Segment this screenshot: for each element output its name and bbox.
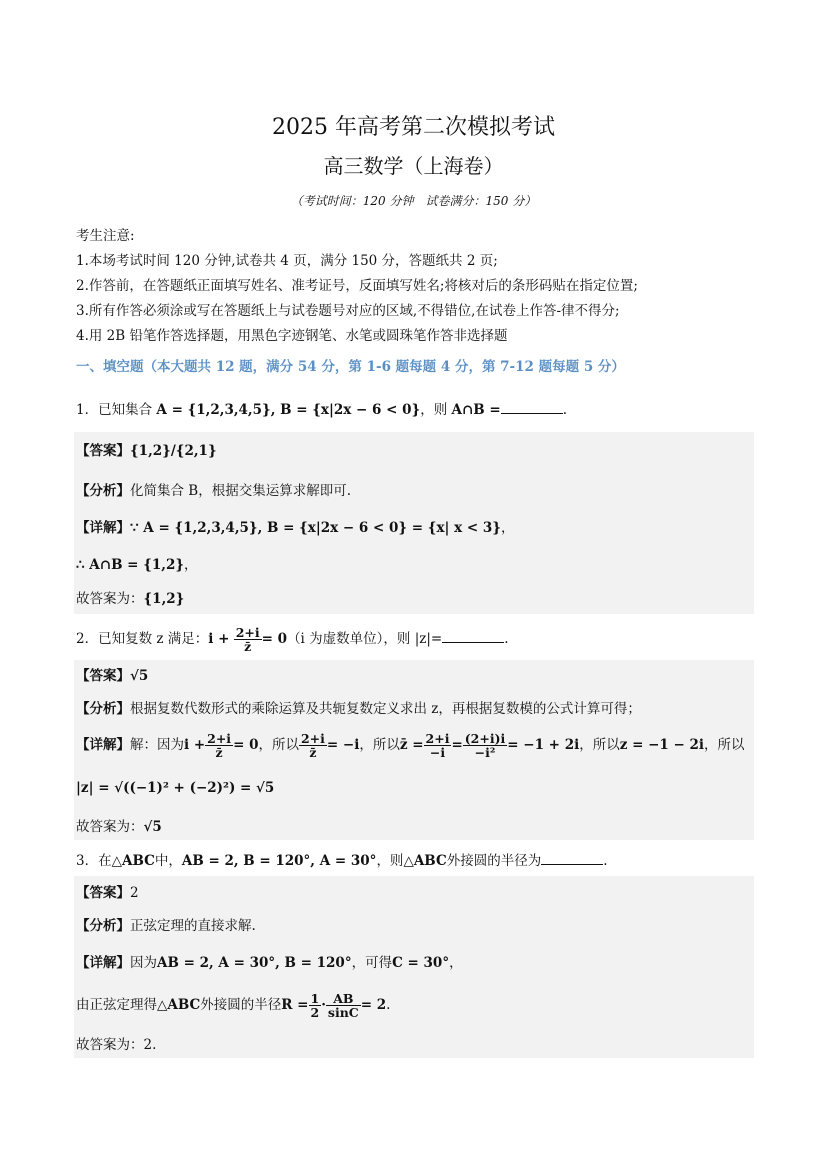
q1-stem	[76, 399, 567, 419]
q3-frac-sine-num: AB	[326, 992, 361, 1006]
q1-analysis-text: 化简集合 B，根据交集运算求解即可.	[130, 483, 352, 499]
q3-answer	[76, 884, 139, 902]
q2-detail-z-value: z = −1 − 2i	[619, 737, 705, 753]
notice-item-4: 4.用 2B 铅笔作答选择题，用黑色字迹钢笔、水笔或圆珠笔作答非选择题	[76, 328, 508, 344]
q2-analysis-text: 根据复数代数形式的乘除运算及共轭复数定义求出 z，再根据复数模的公式计算可得；	[130, 701, 641, 717]
q2-detail-label: 【详解】	[76, 737, 130, 753]
q2-detail-fraction-1	[205, 732, 233, 759]
q3-detail-end: ，	[449, 955, 463, 971]
q3-detail-angle-c: C = 30°	[392, 955, 450, 971]
q1-stem-text-2: ，则	[420, 402, 452, 418]
q3-line2-text-b: 外接圆的半径	[200, 997, 282, 1013]
q3-stem-triangle: △ABC	[111, 853, 155, 869]
q2-stem-eq: = 0	[261, 631, 288, 647]
q2-stem-end: .	[504, 631, 509, 647]
q1-answer-label: 【答案】	[76, 443, 130, 459]
q2-detail-text-h: ，所以	[704, 737, 745, 753]
q2-detail-frac4-num: (2+i)i	[464, 731, 506, 746]
q2-detail-fraction-2	[299, 732, 327, 759]
q1-intersection: ∴ A∩B = {1,2}	[76, 557, 185, 573]
q2-final	[76, 818, 162, 836]
q3-frac-half	[309, 992, 322, 1019]
q3-detail-text-a: 因为	[130, 955, 157, 971]
q3-line2-text-a: 由正弦定理得	[76, 997, 157, 1013]
q3-stem-text-3: ，则	[376, 853, 404, 869]
q2-detail-fraction-4	[463, 732, 508, 759]
q2-detail: 【详解】解：因为i + $\frac{2+i}{z̄}$ = 0，所以 $\frac{2+i}{z̄}$ = −i，所以z̄ = $\frac{2+i}{-i}$ = $\frac{(2+i)i}{\text{−i²}}$ = −1 + 2i，所以z = −1 − 2i，所以	[76, 731, 745, 760]
q2-detail-eq: = 0	[233, 737, 259, 753]
q2-detail-i: i +	[184, 737, 206, 753]
q1-answer-value: {1,2}/{2,1}	[130, 443, 217, 459]
q3-final-value: 2.	[143, 1037, 157, 1053]
q3-detail-line-2: 由正弦定理得△ABC外接圆的半径R = $\frac{1}{2}$ · $\frac{AB}{\sin C}$ = 2.	[76, 991, 391, 1020]
q2-detail-zbar: z̄ =	[399, 737, 424, 753]
q1-line2-end: ，	[184, 557, 198, 573]
q3-frac-half-num: 1	[310, 991, 320, 1006]
q3-detail-math: AB = 2, A = 30°, B = 120°	[157, 955, 352, 971]
q1-detail-end: ，	[501, 520, 515, 536]
notice-heading: 考生注意:	[76, 228, 135, 244]
q2-detail-text-f: ，所以	[579, 737, 620, 753]
q2-stem-i: i +	[208, 631, 230, 647]
q2-detail-frac2-num: 2+i	[300, 731, 325, 746]
q1-detail-line-2	[76, 556, 198, 574]
q1-analysis	[76, 482, 351, 500]
q3-stem-triangle-2: △ABC	[403, 853, 447, 869]
q3-detail	[76, 954, 463, 972]
q1-analysis-label: 【分析】	[76, 483, 130, 499]
q2-detail-frac2-den: z̄	[309, 745, 317, 760]
q3-stem-conditions: AB = 2, B = 120°, A = 30°	[181, 853, 377, 869]
exam-title: 2025 年高考第二次模拟考试	[272, 115, 555, 140]
q2-answer	[76, 667, 148, 685]
q3-line2-radius: R =	[281, 997, 309, 1013]
notice-item-3: 3.所有作答必须涂或写在答题纸上与试卷题号对应的区域,不得错位,在试卷上作答-律不得分;	[76, 303, 620, 319]
q2-detail-frac4-den: −i²	[474, 745, 496, 760]
q2-detail-text-b: ，所以	[258, 737, 299, 753]
q3-line2-result: = 2	[360, 997, 387, 1013]
exam-time-info: （考试时间：120 分钟 试卷满分：150 分）	[290, 194, 537, 208]
q1-stem-math-2: A∩B =	[451, 402, 501, 418]
q2-stem	[76, 626, 509, 653]
q3-frac-sine-den: sinC	[327, 1005, 359, 1020]
q3-stem-text-2: 中，	[154, 853, 182, 869]
notice-item-2: 2.作答前，在答题纸正面填写姓名、准考证号，反面填写姓名;将核对后的条形码贴在指定位置;	[76, 278, 638, 294]
q2-modulus	[76, 779, 274, 797]
q1-answer-blank	[501, 399, 563, 414]
q2-detail-text-d: ，所以	[359, 737, 400, 753]
q3-final	[76, 1036, 156, 1054]
q3-stem-text-4: 外接圆的半径为	[446, 853, 542, 869]
q1-detail	[76, 519, 515, 537]
q3-stem-text: 3．在	[76, 853, 112, 869]
q3-frac-sine	[326, 992, 361, 1019]
q3-stem-end: .	[603, 853, 608, 869]
q2-answer-blank	[442, 628, 504, 643]
exam-subtitle: 高三数学（上海卷）	[323, 154, 504, 178]
q3-answer-blank	[541, 850, 603, 865]
q2-analysis-label: 【分析】	[76, 701, 130, 717]
q1-answer	[76, 442, 217, 460]
q2-answer-value: √5	[130, 668, 149, 684]
q3-answer-label: 【答案】	[76, 885, 130, 901]
notice-item-1: 1.本场考试时间 120 分钟,试卷共 4 页，满分 150 分，答题纸共 2 页;	[76, 253, 498, 269]
q1-stem-text: 1．已知集合	[76, 402, 157, 418]
q1-stem-end: .	[562, 402, 568, 418]
q3-line2-triangle: △ABC	[157, 997, 201, 1013]
section-title: 一、填空题（本大题共 12 题，满分 54 分，第 1-6 题每题 4 分，第 7-12 题每题 5 分）	[76, 359, 625, 375]
q2-final-label: 故答案为：	[76, 819, 144, 835]
q2-answer-label: 【答案】	[76, 668, 130, 684]
q2-detail-zbar-value: = −1 + 2i	[507, 737, 580, 753]
q2-stem-text-2: （i 为虚数单位），则 |z|=	[287, 631, 443, 647]
q1-final-value: {1,2}	[143, 591, 185, 607]
q2-detail-neg-i: = −i	[326, 737, 360, 753]
q3-analysis-text: 正弦定理的直接求解.	[130, 918, 256, 934]
q2-detail-frac1-num: 2+i	[207, 731, 232, 746]
q2-detail-frac3-den: −i	[429, 745, 446, 760]
q1-detail-label: 【详解】	[76, 520, 130, 536]
q2-detail-text-a: 解：因为	[130, 737, 184, 753]
q2-stem-fraction	[234, 626, 262, 653]
q3-frac-half-den: 2	[310, 1005, 320, 1020]
q3-detail-label: 【详解】	[76, 955, 130, 971]
q3-analysis-label: 【分析】	[76, 918, 130, 934]
q3-final-label: 故答案为：	[76, 1037, 144, 1053]
q2-modulus-formula: |z| = √((−1)² + (−2)²) = √5	[76, 780, 275, 796]
q3-answer-value: 2	[130, 885, 139, 901]
q2-frac-num: 2+i	[235, 625, 260, 640]
q2-frac-den: z̄	[244, 639, 252, 654]
q1-final-label: 故答案为：	[76, 591, 144, 607]
q1-final	[76, 590, 184, 608]
q2-final-value: √5	[143, 819, 162, 835]
q3-analysis	[76, 917, 256, 935]
q3-stem	[76, 850, 608, 870]
q2-stem-text: 2．已知复数 z 满足：	[76, 631, 209, 647]
q1-stem-math: A = {1,2,3,4,5}, B = {x|2x − 6 < 0}	[156, 402, 421, 418]
q2-analysis	[76, 700, 641, 718]
q2-detail-fraction-3	[424, 732, 452, 759]
q1-detail-math: ∵ A = {1,2,3,4,5}, B = {x|2x − 6 < 0} = {x| x < 3}	[130, 520, 501, 536]
q3-line2-end: .	[386, 997, 391, 1013]
q2-detail-frac3-num: 2+i	[425, 731, 450, 746]
q2-detail-frac1-den: z̄	[215, 745, 223, 760]
q3-detail-text-b: ，可得	[351, 955, 393, 971]
